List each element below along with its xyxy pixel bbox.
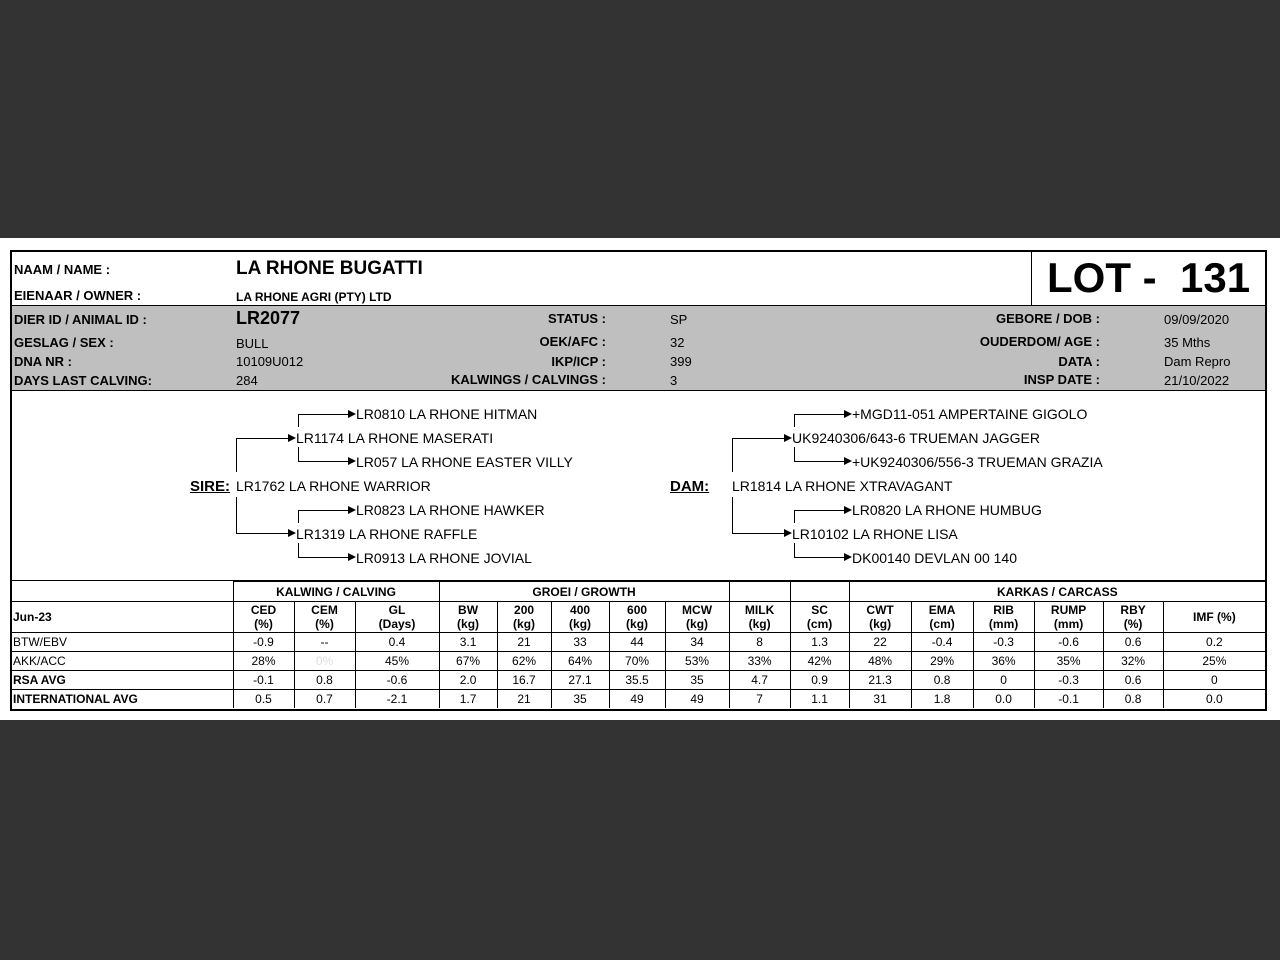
arrow-icon [844,553,852,561]
ebv-table [12,581,1265,708]
afc-value: 32 [670,335,685,350]
sd-connector-h2 [298,557,348,558]
table-cell: 28% [233,652,294,671]
table-cell: 4.7 [729,671,790,690]
period-label: Jun-23 [12,602,233,633]
sex-value: BULL [236,336,269,351]
column-header: RIB (mm) [973,602,1034,633]
table-cell: 0.8 [1103,690,1163,709]
lot-box [1031,252,1266,305]
ds-connector-h1 [794,414,844,415]
name-label: NAAM / NAME : [14,262,111,277]
owner-value: LA RHONE AGRI (PTY) LTD [236,290,392,304]
table-cell: 35 [665,671,729,690]
sire-sire-sire-name: LR0810 LA RHONE HITMAN [356,406,538,422]
table-cell: 34 [665,633,729,652]
owner-label: EIENAAR / OWNER : [14,288,142,303]
table-cell: 35% [1034,652,1103,671]
table-cell: 0.4 [355,633,439,652]
arrow-icon [348,410,356,418]
insp-date-value: 21/10/2022 [1164,373,1230,388]
column-header: 200 (kg) [497,602,551,633]
arrow-icon [288,434,296,442]
growth-group-header: GROEI / GROWTH [439,582,729,602]
carcass-group-header: KARKAS / CARCASS [849,582,1265,602]
column-header-row [12,602,1265,633]
dam-connector-h2 [732,533,784,534]
column-header: MILK (kg) [729,602,790,633]
dob-value: 09/09/2020 [1164,312,1230,327]
sire-sire-dam-name: LR057 LA RHONE EASTER VILLY [356,454,573,470]
row-label: BTW/EBV [12,633,233,652]
dd-connector-h2 [794,557,844,558]
dob-label: GEBORE / DOB : [995,311,1100,326]
column-header: CED (%) [233,602,294,633]
column-header: CWT (kg) [849,602,911,633]
table-cell: -0.3 [973,633,1034,652]
sire-connector-h1 [236,438,288,439]
table-cell: 44 [609,633,665,652]
column-header: CEM (%) [294,602,355,633]
ss-connector-down [298,447,299,461]
table-cell: 42% [790,652,849,671]
age-value: 35 Mths [1164,335,1211,350]
table-cell: 0 [973,671,1034,690]
column-header: SC (cm) [790,602,849,633]
arrow-icon [844,410,852,418]
data-label: DATA : [1058,354,1100,369]
table-cell: 31 [849,690,911,709]
dam-connector-up [732,438,733,472]
dd-connector-down [794,543,795,557]
arrow-icon [844,457,852,465]
age-label: OUDERDOM/ AGE : [979,334,1100,349]
table-cell: 35 [551,690,609,709]
header-section [12,252,1265,306]
dna-value: 10109U012 [236,354,304,369]
ss-connector-h2 [298,461,348,462]
dam-sire-name: UK9240306/643-6 TRUEMAN JAGGER [792,430,1040,446]
table-cell: 0% [294,652,355,671]
table-cell: 0.5 [233,690,294,709]
animal-id-value: LR2077 [236,308,301,328]
animal-id-label: DIER ID / ANIMAL ID : [14,312,147,327]
days-last-calving-value: 284 [236,373,258,388]
row-label: INTERNATIONAL AVG [12,690,233,709]
row-label: RSA AVG [12,671,233,690]
table-cell: 62% [497,652,551,671]
table-cell: -2.1 [355,690,439,709]
column-header: RUMP (mm) [1034,602,1103,633]
sire-connector-up [236,438,237,472]
table-cell: -0.6 [355,671,439,690]
table-cell: -0.6 [1034,633,1103,652]
table-cell: 3.1 [439,633,497,652]
arrow-icon [784,434,792,442]
column-header: GL (Days) [355,602,439,633]
sire-label: SIRE: [190,478,231,495]
table-row [12,690,1265,709]
sire-name: LR1762 LA RHONE WARRIOR [236,478,431,494]
table-cell: 8 [729,633,790,652]
afc-label: OEK/AFC : [539,334,606,349]
table-cell: 32% [1103,652,1163,671]
column-header: EMA (cm) [911,602,973,633]
arrow-icon [784,529,792,537]
arrow-icon [348,457,356,465]
status-label: STATUS : [547,311,606,326]
table-cell: 35.5 [609,671,665,690]
table-cell: 25% [1163,652,1265,671]
arrow-icon [348,553,356,561]
dam-dam-sire-name: LR0820 LA RHONE HUMBUG [852,502,1042,518]
table-cell: -- [294,633,355,652]
table-cell: -0.1 [1034,690,1103,709]
table-cell: 0.0 [1163,690,1265,709]
table-cell: 49 [609,690,665,709]
dd-connector-h1 [794,510,844,511]
table-cell: 27.1 [551,671,609,690]
table-cell: 0.2 [1163,633,1265,652]
calvings-label: KALWINGS / CALVINGS : [450,372,606,387]
table-cell: 0.6 [1103,671,1163,690]
table-row [12,652,1265,671]
sire-dam-dam-name: LR0913 LA RHONE JOVIAL [356,550,532,566]
icp-label: IKP/ICP : [551,354,606,369]
dam-dam-name: LR10102 LA RHONE LISA [792,526,958,542]
dam-dam-dam-name: DK00140 DEVLAN 00 140 [852,550,1017,566]
days-last-calving-label: DAYS LAST CALVING: [14,373,152,388]
table-cell: 1.7 [439,690,497,709]
sire-connector-down [236,497,237,533]
table-cell: 29% [911,652,973,671]
table-cell: 21 [497,690,551,709]
dam-connector-down [732,497,733,533]
table-cell: 2.0 [439,671,497,690]
table-cell: 22 [849,633,911,652]
table-cell: 45% [355,652,439,671]
lot-card [10,250,1267,711]
table-cell: 48% [849,652,911,671]
animal-name: LA RHONE BUGATTI [236,258,423,279]
column-header: BW (kg) [439,602,497,633]
ss-connector-h1 [298,414,348,415]
table-cell: 0 [1163,671,1265,690]
table-cell: 70% [609,652,665,671]
table-cell: 21.3 [849,671,911,690]
calving-group-header: KALWING / CALVING [233,582,439,602]
table-cell: -0.1 [233,671,294,690]
sire-dam-name: LR1319 LA RHONE RAFFLE [296,526,478,542]
column-header: MCW (kg) [665,602,729,633]
table-cell: 0.8 [294,671,355,690]
dam-name: LR1814 LA RHONE XTRAVAGANT [732,478,953,494]
table-row [12,633,1265,652]
table-cell: 21 [497,633,551,652]
dna-label: DNA NR : [14,354,73,369]
column-header: 400 (kg) [551,602,609,633]
arrow-icon [288,529,296,537]
row-label: AKK/ACC [12,652,233,671]
calvings-value: 3 [670,373,678,388]
table-cell: 1.1 [790,690,849,709]
blank-cell [729,582,790,602]
table-cell: 53% [665,652,729,671]
table-cell: 33 [551,633,609,652]
icp-value: 399 [670,354,692,369]
group-header-row [12,582,1265,602]
ds-connector-down [794,447,795,461]
table-cell: -0.4 [911,633,973,652]
details-section [12,306,1265,391]
table-cell: 0.6 [1103,633,1163,652]
pedigree-section [12,391,1265,581]
dam-sire-dam-name: +UK9240306/556-3 TRUEMAN GRAZIA [852,454,1103,470]
sd-connector-down [298,543,299,557]
dd-connector-up [794,510,795,523]
table-cell: 7 [729,690,790,709]
table-cell: 0.9 [790,671,849,690]
table-cell: 49 [665,690,729,709]
column-header: IMF (%) [1163,602,1265,633]
dam-sire-sire-name: +MGD11-051 AMPERTAINE GIGOLO [852,406,1088,422]
blank-cell [12,582,233,602]
sex-label: GESLAG / SEX : [14,335,114,350]
table-cell: 36% [973,652,1034,671]
table-cell: 16.7 [497,671,551,690]
arrow-icon [348,506,356,514]
table-cell: 0.7 [294,690,355,709]
dam-connector-h1 [732,438,784,439]
table-cell: 0.8 [911,671,973,690]
table-cell: 33% [729,652,790,671]
ds-connector-h2 [794,461,844,462]
sd-connector-up [298,510,299,523]
blank-cell [790,582,849,602]
data-value: Dam Repro [1164,354,1231,369]
dam-label: DAM: [670,478,710,495]
sire-sire-name: LR1174 LA RHONE MASERATI [296,430,494,446]
table-cell: 1.3 [790,633,849,652]
table-cell: 1.8 [911,690,973,709]
table-cell: -0.3 [1034,671,1103,690]
table-cell: 64% [551,652,609,671]
sire-connector-h2 [236,533,288,534]
table-cell: 67% [439,652,497,671]
lot-label: LOT - [1047,254,1157,301]
status-value: SP [670,312,688,327]
ss-connector-up [298,414,299,427]
arrow-icon [844,506,852,514]
insp-date-label: INSP DATE : [1023,372,1100,387]
table-row [12,671,1265,690]
lot-number: 131 [1180,254,1251,301]
column-header: RBY (%) [1103,602,1163,633]
lot-sheet [0,238,1280,720]
table-cell: 0.0 [973,690,1034,709]
table-cell: -0.9 [233,633,294,652]
sire-dam-sire-name: LR0823 LA RHONE HAWKER [356,502,545,518]
column-header: 600 (kg) [609,602,665,633]
ds-connector-up [794,414,795,427]
sd-connector-h1 [298,510,348,511]
